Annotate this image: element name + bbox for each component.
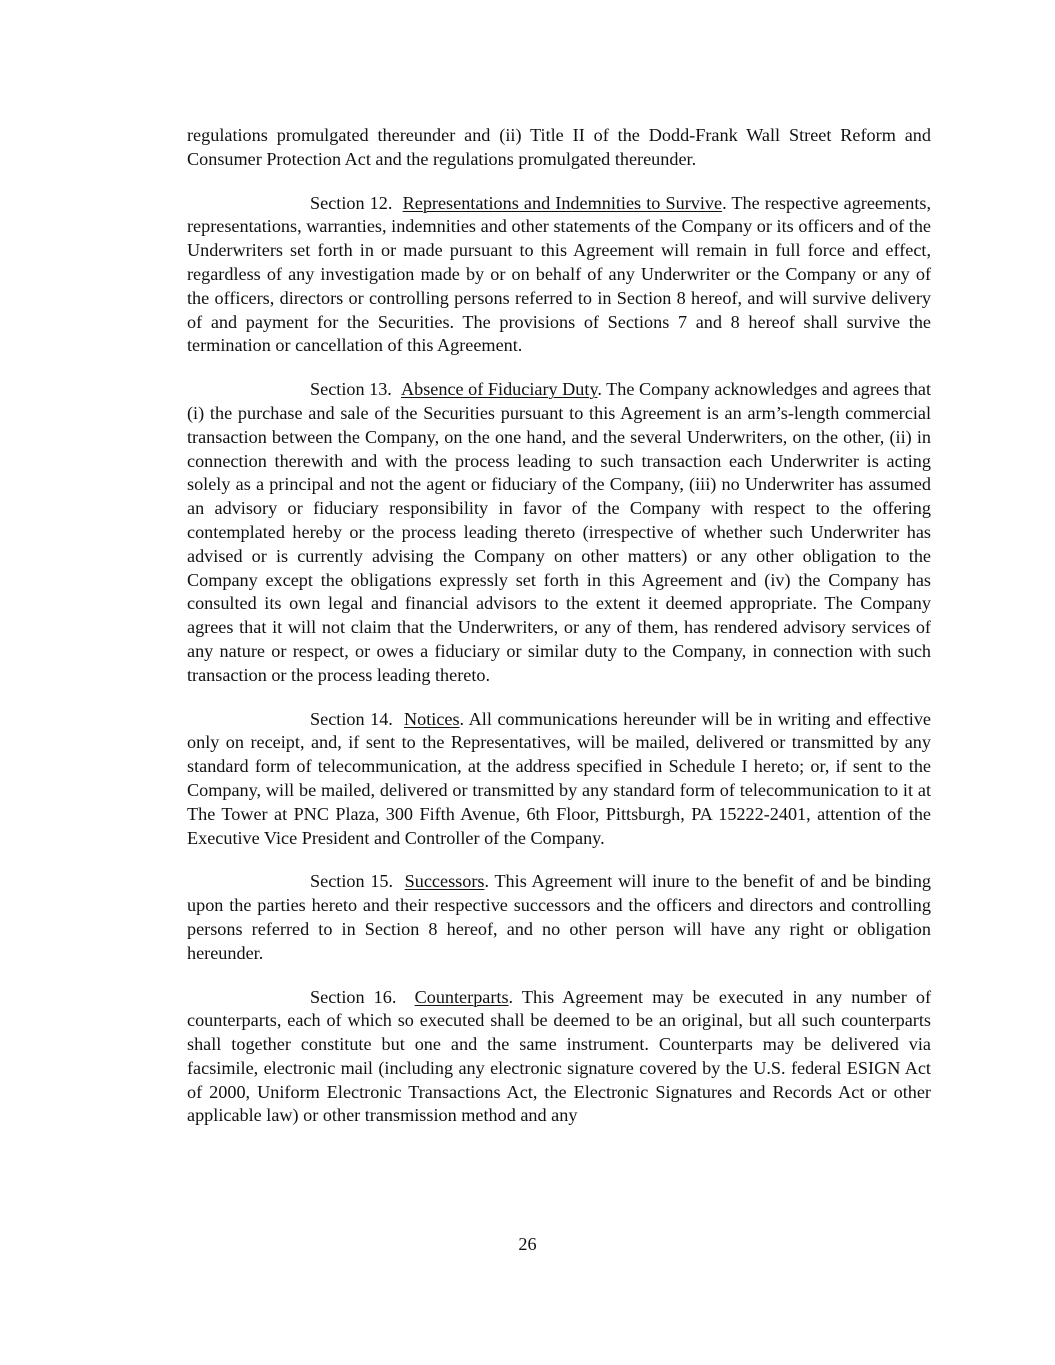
section-13-paragraph (187, 378, 931, 687)
section-14-body: . All communications hereunder will be in writing and effective only on receipt, and, if sent to the Representatives, will be mailed, delivered or transmitted by any standard form of telecommunication, at the address specified in Schedule I hereto; or, if sent to the Company, will be mailed, delivered or transmitted by any standard form of telecommunication to it at The Tower at PNC Plaza, 300 Fifth Avenue, 6th Floor, Pittsburgh, PA 15222-2401, attention of the Executive Vice President and Controller of the Company. (187, 708, 931, 848)
document-body (187, 124, 931, 1148)
section-16-paragraph (187, 986, 931, 1129)
section-16-label: Section 16. (310, 986, 397, 1007)
section-15-label: Section 15. (310, 871, 394, 892)
section-16-body: . This Agreement may be executed in any number of counterparts, each of which so executed shall be deemed to be an original, but all such counterparts shall together constitute but one and the same instrument. Counterparts may be delivered via facsimile, electronic mail (including any electronic signature covered by the U.S. federal ESIGN Act of 2000, Uniform Electronic Transactions Act, the Electronic Signatures and Records Act or other applicable law) or other transmission method and any (187, 986, 931, 1126)
section-12-paragraph (187, 192, 931, 359)
section-12-heading: Representations and Indemnities to Survive (402, 192, 723, 213)
section-13-body: . The Company acknowledges and agrees that (i) the purchase and sale of the Securities pursuant to this Agreement is an arm’s-length commercial transaction between the Company, on the one hand, and the several Underwriters, on the other, (ii) in connection therewith and with the process leading to such transaction each Underwriter is acting solely as a principal and not the agent or fiduciary of the Company, (iii) no Underwriter has assumed an advisory or fiduciary responsibility in favor of the Company with respect to the offering contemplated hereby or the process leading thereto (irrespective of whether such Underwriter has advised or is currently advising the Company on other matters) or any other obligation to the Company except the obligations expressly set forth in this Agreement and (iv) the Company has consulted its own legal and financial advisors to the extent it deemed appropriate. The Company agrees that it will not claim that the Underwriters, or any of them, has rendered advisory services of any nature or respect, or owes a fiduciary or similar duty to the Company, in connection with such transaction or the process leading thereto. (187, 379, 931, 685)
page-number: 26 (518, 1234, 537, 1254)
section-13-label: Section 13. (310, 379, 392, 400)
section-14-label: Section 14. (310, 708, 393, 729)
opening-paragraph: regulations promulgated thereunder and (ii) Title II of the Dodd-Frank Wall Street Reform and Consumer Protection Act and the regulations promulgated thereunder. (187, 125, 931, 169)
section-12-label: Section 12. (310, 192, 393, 213)
section-15-heading: Successors (404, 871, 485, 892)
section-12-body: . The respective agreements, representations, warranties, indemnities and other statements of the Company or its officers and of the Underwriters set forth in or made pursuant to this Agreement will remain in full force and effect, regardless of any investigation made by or on behalf of any Underwriter or the Company or any of the officers, directors or controlling persons referred to in Section 8 hereof, and will survive delivery of and payment for the Securities. The provisions of Sections 7 and 8 hereof shall survive the termination or cancellation of this Agreement. (187, 192, 931, 356)
section-16-heading: Counterparts (414, 986, 509, 1007)
section-14-heading: Notices (403, 708, 460, 729)
section-14-paragraph (187, 708, 931, 851)
section-15-paragraph (187, 870, 931, 965)
section-15-body: . This Agreement will inure to the benefit of and be binding upon the parties hereto and their respective successors and the officers and directors and controlling persons referred to in Section 8 hereof, and no other person will have any right or obligation hereunder. (187, 871, 932, 963)
section-13-heading: Absence of Fiduciary Duty (401, 379, 598, 400)
